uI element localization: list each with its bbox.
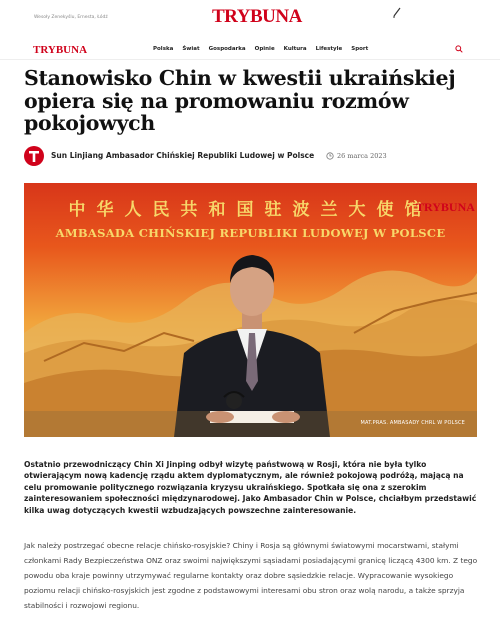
nav-item-polska[interactable]: Polska	[153, 46, 174, 52]
article-lead: Ostatnio przewodniczący Chin Xi Jinping odbył wizytę państwową w Rosji, która nie była tylko otwierającym nową kadencję rządu aktem dyplomatycznym, ale również pokojową podróżą, mającą na celu promowanie politycznego rozwiązania kryzysu ukraińskiego. Spotkała się ona z szerokim zainteresowaniem społeczności międzynarodowej. Jako Ambasador Chin w Polsce, chciałbym przedstawić kilka uwag dotyczących kwestii wzbudzających powszechne zainteresowanie.	[24, 460, 477, 515]
article-title: Stanowisko Chin w kwestii ukraińskiej opiera się na promowaniu rozmów pokojowych	[24, 66, 456, 135]
top-bar	[0, 0, 500, 34]
nav-menu	[153, 46, 377, 52]
site-logo[interactable]	[212, 6, 302, 28]
author-avatar[interactable]	[24, 146, 44, 166]
nav-logo[interactable]: TRYBUNA	[33, 44, 88, 56]
article-meta	[24, 146, 474, 166]
hero-watermark-logo: TRYBUNA	[416, 200, 475, 214]
nav-item-sport[interactable]: Sport	[351, 46, 369, 52]
banner-chinese: 中华人民共和国驻波兰大使馆	[68, 200, 433, 220]
site-logo-text: TRYBUNA	[212, 6, 302, 27]
nav-item-swiat[interactable]: Świat	[182, 46, 200, 52]
trybuna-t-icon	[24, 146, 44, 166]
hero-image	[24, 183, 477, 437]
nav-item-lifestyle[interactable]: Lifestyle	[315, 46, 343, 52]
nav-item-kultura[interactable]: Kultura	[283, 46, 307, 52]
main-nav	[0, 40, 500, 60]
nav-item-gospodarka[interactable]: Gospodarka	[208, 46, 246, 52]
hero-photo	[24, 183, 477, 437]
article-body: Jak należy postrzegać obecne relacje chińsko-rosyjskie? Chiny i Rosja są głównymi światowymi mocarstwami, stałymi członkami Rady Bezpieczeństwa ONZ oraz swoimi największymi sąsiadami posiadającymi granicę liczącą 4300 km. Z tego powodu oba kraje powinny utrzymywać regularne kontakty oraz dobre sąsiedzkie relacje. Wypracowanie wysokiego poziomu relacji chińsko-rosyjskich jest zgodne z podstawowymi interesami obu stron oraz wolą narodu, a także sprzyja stabilności i rozwojowi regionu.	[24, 541, 478, 611]
banner-polish: AMBASADA CHIŃSKIEJ REPUBLIKI LUDOWEJ W POLSCE	[55, 226, 446, 240]
author-name[interactable]: Sun Linjiang Ambasador Chińskiej Republiki Ludowej w Polsce	[51, 151, 315, 160]
publisher-text: Wesoły Zenekyślu, Ernesta, Łódź	[34, 15, 108, 20]
publish-date: 26 marca 2023	[337, 152, 387, 160]
nav-item-opinie[interactable]: Opinie	[254, 46, 275, 52]
clock-icon	[326, 152, 334, 160]
search-icon[interactable]	[455, 45, 463, 53]
pen-icon[interactable]	[392, 6, 402, 18]
photo-credit: MAT.PRAS. AMBASADY CHRL W POLSCE	[360, 420, 465, 426]
